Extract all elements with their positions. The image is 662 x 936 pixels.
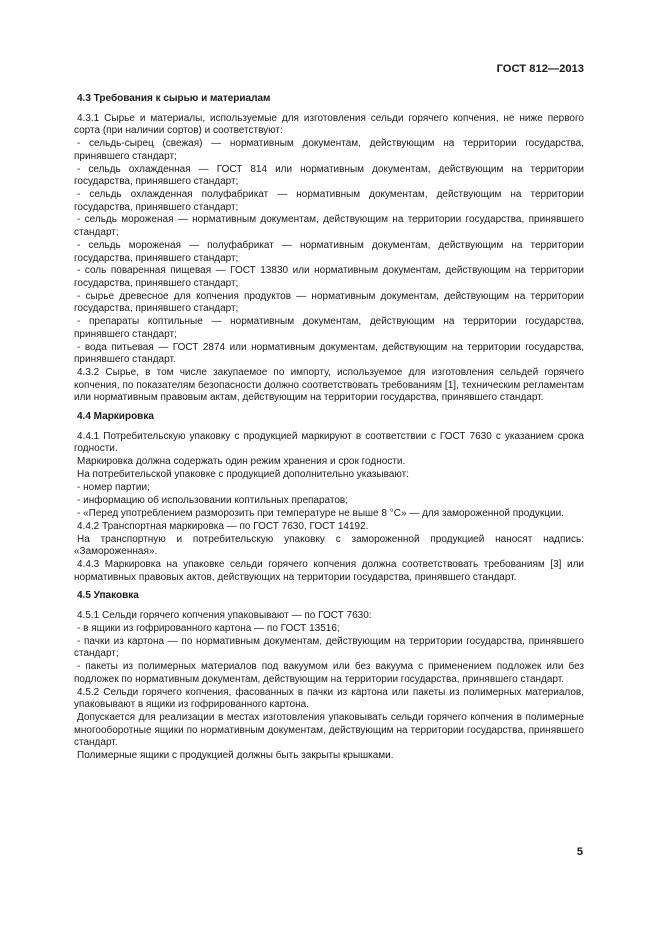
list-item: - пачки из картона — по нормативным документам, действующим на территории государства, принявшего стандарт; [74,635,584,660]
paragraph: Полимерные ящики с продукцией должны быть закрыты крышками. [77,750,394,762]
paragraph: 4.3.2 Сырье, в том числе закупаемое по импорту, используемое для изготовления сельдей горячего копчения, по показателям безопасности должно соответствовать требованиям [1], техническим регламентам или нормативным правовым актам, действующим на территории государства, принявшего стандарт. [74,367,584,404]
section-title: 4.3 Требования к сырью и материалам [77,93,271,104]
list-item: - сельдь мороженая — полуфабрикат — нормативным документам, действующим на территории государства, принявшего стандарт; [74,239,584,264]
list-item: - «Перед употреблением разморозить при температуре не выше 8 °С» — для замороженной продукции. [77,507,564,519]
list-item: - номер партии; [77,481,150,493]
section-title: 4.4 Маркировка [77,411,154,423]
list-item: - препараты коптильные — нормативным документам, действующим на территории государства, принявшего стандарт; [74,316,584,340]
list-item: - сельдь охлажденная полуфабрикат — нормативным документам, действующим на территории государства, принявшего стандарт; [74,189,584,213]
list-item: - пакеты из полимерных материалов под вакуумом или без вакуума с применением подложек или без подложек по нормативным документам, действующим на территории государства, принявшего стандарт. [74,661,584,685]
paragraph: 4.4.3 Маркировка на упаковке сельди горячего копчения должна соответствовать требованиям [3] или нормативных правовых актов, действующих на территории государства, принявшего стандарт. [74,559,584,583]
list-item: - в ящики из гофрированного картона — по ГОСТ 13516; [77,622,340,634]
list-item: - сельдь охлажденная — ГОСТ 814 или нормативным документам, действующим на территории государства, принявшего стандарт; [74,163,584,188]
paragraph: Маркировка должна содержать один режим хранения и срок годности. [77,456,406,468]
paragraph: Допускается для реализации в местах изготовления упаковывать сельди горячего копчения в полимерные многооборотные ящики по нормативным документам, действующим на территории государства, принявшего стандарт. [74,712,584,749]
paragraph: 4.4.2 Транспортная маркировка — по ГОСТ 7630, ГОСТ 14192. [77,520,369,532]
document-code: ГОСТ 812—2013 [496,63,584,75]
paragraph: На потребительской упаковке с продукцией дополнительно указывают: [77,469,410,480]
list-item: - сырье древесное для копчения продуктов — нормативным документам, действующим на территории государства, принявшего стандарт; [74,290,584,315]
page-number: 5 [576,846,583,858]
paragraph: 4.5.1 Сельди горячего копчения упаковывают — по ГОСТ 7630: [77,609,372,621]
list-item: - вода питьевая — ГОСТ 2874 или нормативным документам, действующим на территории государства, принявшего стандарт. [74,341,584,366]
document-body [74,93,584,763]
paragraph: 4.3.1 Сырье и материалы, используемые для изготовления сельди горячего копчения, не ниже первого сорта (при наличии сортов) и соответствуют: [74,112,584,137]
section-title: 4.5 Упаковка [77,590,139,602]
list-item: - сельдь мороженая — нормативным документам, действующим на территории государства, принявшего стандарт; [74,214,584,239]
list-item: - информацию об использовании коптильных препаратов; [77,494,349,506]
list-item: - соль поваренная пищевая — ГОСТ 13830 или нормативным документам, действующим на территории государства, принявшего стандарт; [74,265,584,289]
paragraph: 4.5.2 Сельди горячего копчения, фасованных в пачки из картона или пакеты из полимерных материалов, упаковывают в ящики из гофрированного картона. [74,686,584,711]
paragraph: На транспортную и потребительскую упаковку с замороженной продукцией наносят надпись: «Замороженная». [74,533,584,558]
paragraph: 4.4.1 Потребительскую упаковку с продукцией маркируют в соответствии с ГОСТ 7630 с указанием срока годности. [74,430,584,455]
list-item: - сельдь-сырец (свежая) — нормативным документам, действующим на территории государства, принявшего стандарт; [74,138,584,162]
